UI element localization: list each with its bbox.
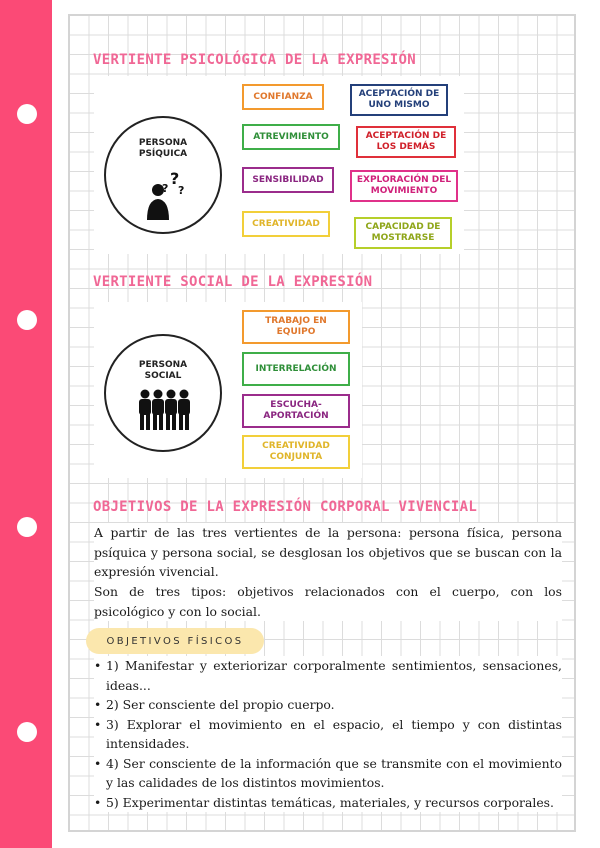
list-item: • 2) Ser consciente del propio cuerpo. (94, 695, 562, 715)
binder-hole (17, 310, 37, 330)
box-interrelacion: INTERRELACIÓN (242, 352, 350, 386)
social-section-title: VERTIENTE SOCIAL DE LA EXPRESIÓN (93, 274, 373, 290)
list-item: • 3) Explorar el movimiento en el espacio, el tiempo y con distintas intensidades. (94, 715, 562, 754)
box-escucha-aportacion: ESCUCHA-APORTACIÓN (242, 394, 350, 428)
physical-objectives-list (94, 656, 562, 812)
box-aceptacion-demas: ACEPTACIÓN DE LOS DEMÁS (356, 126, 456, 158)
list-item: • 1) Manifestar y exteriorizar corporalmente sentimientos, sensaciones, ideas... (94, 656, 562, 695)
binder-hole (17, 722, 37, 742)
svg-text:?: ? (162, 182, 169, 195)
box-creatividad: CREATIVIDAD (242, 211, 330, 237)
box-exploracion-movimiento: EXPLORACIÓN DEL MOVIMIENTO (350, 170, 458, 202)
list-item: • 5) Experimentar distintas temáticas, materiales, y recursos corporales. (94, 793, 562, 813)
box-sensibilidad: SENSIBILIDAD (242, 167, 334, 193)
svg-text:?: ? (178, 184, 185, 197)
box-trabajo-equipo: TRABAJO EN EQUIPO (242, 310, 350, 344)
binder-strip (0, 0, 52, 848)
box-aceptacion-uno-mismo: ACEPTACIÓN DE UNO MISMO (350, 84, 448, 116)
group-of-people-icon (136, 388, 192, 432)
thinking-person-icon (144, 168, 188, 224)
circle-label: PERSONA SOCIAL (138, 360, 188, 381)
svg-text:?: ? (170, 169, 180, 188)
list-item: • 4) Ser consciente de la información que se transmite con el movimiento y las calidades de los distintos movimientos. (94, 754, 562, 793)
box-confianza: CONFIANZA (242, 84, 324, 110)
box-atrevimiento: ATREVIMIENTO (242, 124, 340, 150)
psychological-section-title: VERTIENTE PSICOLÓGICA DE LA EXPRESIÓN (93, 52, 416, 68)
binder-hole (17, 104, 37, 124)
persona-psiquica-circle (104, 116, 222, 234)
objectives-section-title: OBJETIVOS DE LA EXPRESIÓN CORPORAL VIVENCIAL (93, 499, 478, 515)
box-creatividad-conjunta: CREATIVIDAD CONJUNTA (242, 435, 350, 469)
physical-objectives-pill: OBJETIVOS FÍSICOS (86, 628, 264, 654)
persona-social-circle (104, 334, 222, 452)
circle-label: PERSONA PSÍQUICA (138, 138, 188, 159)
binder-hole (17, 517, 37, 537)
intro-paragraph: A partir de las tres vertientes de la persona: persona física, persona psíquica y persona social, se desglosan los objetivos que se buscan con la expresión vivencial. (94, 523, 562, 582)
box-capacidad-mostrarse: CAPACIDAD DE MOSTRARSE (354, 217, 452, 249)
types-paragraph: Son de tres tipos: objetivos relacionados con el cuerpo, con los psicológico y con lo social. (94, 582, 562, 621)
